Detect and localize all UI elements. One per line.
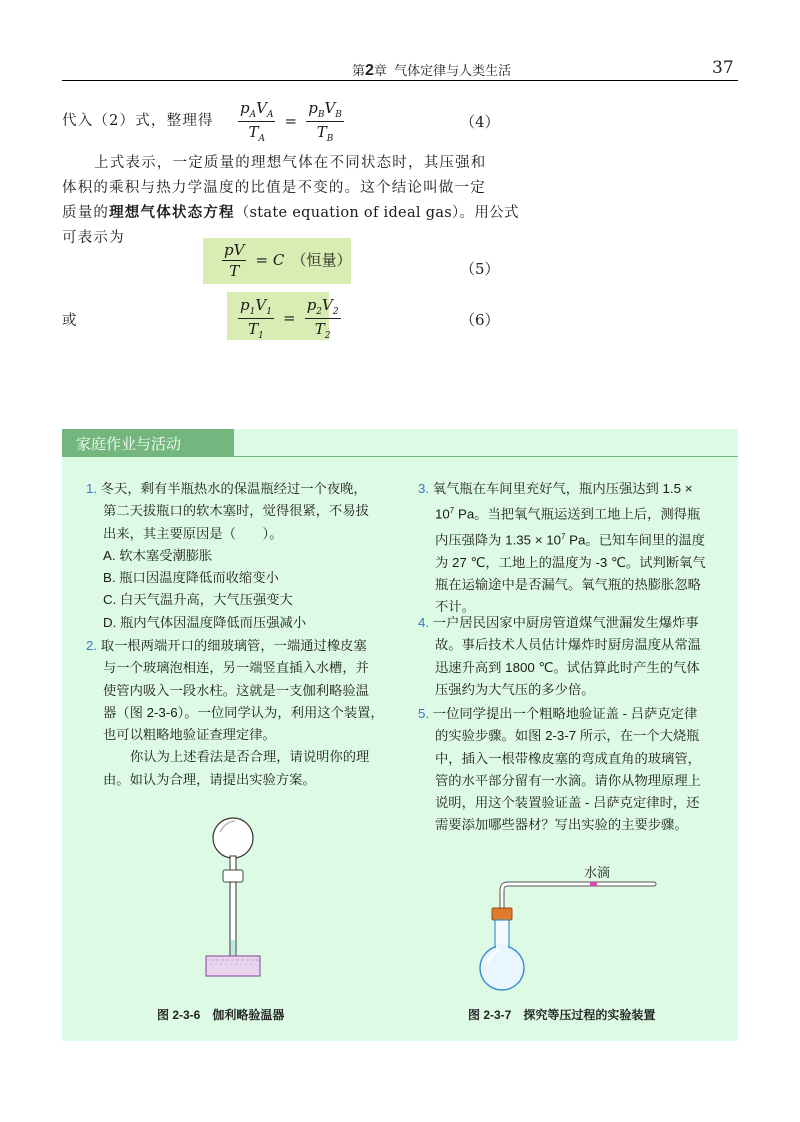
question-3-line: 不计。 — [435, 599, 475, 615]
eq4-denominator-left: $T_A$ — [248, 123, 265, 144]
chapter-prefix: 第 — [352, 63, 366, 78]
homework-title: 家庭作业与活动 — [76, 436, 182, 453]
question-2-line: 使管内吸入一段水柱。这就是一支伽利略验温 — [103, 682, 369, 698]
question-1-line: 第二天拔瓶口的软木塞时，觉得很紧，不易拔 — [103, 503, 369, 519]
question-4-line: 压强约为大气压的多少倍。 — [435, 681, 595, 697]
question-3-line: 内压强降为 1.35 × 10 — [435, 532, 562, 548]
eq5-note: （恒量） — [291, 251, 352, 269]
paragraph-line-2: 体积的乘积与热力学温度的比值是不变的。这个结论叫做一定 — [62, 180, 486, 196]
eq6-denominator-right: $T_2$ — [314, 320, 331, 341]
question-1-option-d: D. 瓶内气体因温度降低而压强减小 — [103, 614, 307, 630]
question-3-line: Pa。当把氧气瓶运送到工地上后，测得瓶 — [454, 506, 701, 522]
rubber-stopper — [492, 908, 512, 920]
question-2-line: 器（图 2-3-6）。一位同学认为，利用这个装置， — [103, 704, 384, 720]
question-4-number: 4. — [418, 615, 430, 630]
question-2-line: 与一个玻璃泡相连，另一端竖直插入水槽，并 — [103, 660, 369, 676]
question-3-line: 为 27 ℃，工地上的温度为 -3 ℃。试判断氧气 — [435, 554, 706, 570]
equation-6 — [238, 296, 341, 341]
chapter-suffix: 章 — [373, 63, 387, 78]
eq5-label: （5） — [460, 260, 500, 278]
isobaric-experiment-figure — [470, 870, 670, 995]
question-5-line: 的实验步骤。如图 2-3-7 所示，在一个大烧瓶 — [435, 728, 700, 744]
eq4-equals: = — [284, 112, 298, 130]
question-5-number: 5. — [418, 706, 430, 721]
chapter-number: 2 — [365, 62, 374, 79]
equation-4 — [238, 99, 344, 144]
question-5-line: 需要添加哪些器材？写出实验的主要步骤。 — [435, 817, 688, 833]
question-1 — [86, 478, 396, 634]
question-2-line: 由。如认为合理，请提出实验方案。 — [103, 771, 316, 787]
question-2-line: 也可以粗略地验证查理定律。 — [103, 727, 276, 743]
eq5-denominator: T — [229, 262, 240, 280]
paragraph-line-4: 可表示为 — [62, 230, 125, 246]
eq6-numerator-right: $p_2V_2$ — [306, 296, 339, 317]
water-trough — [206, 956, 260, 976]
header-rule — [62, 80, 738, 81]
eq4-label: （4） — [460, 113, 500, 131]
page-number: 37 — [712, 58, 734, 78]
eq4-numerator-left: $p_AV_A$ — [240, 99, 274, 120]
paragraph-line-1: 上式表示，一定质量的理想气体在不同状态时，其压强和 — [94, 155, 487, 171]
eq6-label: （6） — [460, 311, 500, 329]
question-3-exponent: 7 — [449, 506, 455, 516]
eq6-equals: = — [283, 309, 296, 327]
question-1-option-a: A. 软木塞受潮膨胀 — [103, 547, 213, 563]
defined-term: 理想气体状态方程 — [109, 205, 235, 221]
water-drop-label: 水滴 — [584, 865, 611, 880]
eq4-numerator-right: $p_BV_B$ — [308, 99, 342, 120]
question-4-line: 一户居民因家中厨房管道煤气泄漏发生爆炸事 — [432, 615, 699, 630]
question-3-number: 3. — [418, 481, 430, 496]
question-4-line: 故。事后技术人员估计爆炸时厨房温度从常温 — [435, 637, 701, 653]
question-4-line: 迅速升高到 1800 ℃。试估算此时产生的气体 — [435, 659, 700, 675]
question-2 — [86, 635, 396, 791]
glass-bulb — [213, 818, 253, 858]
homework-title-tab — [62, 429, 234, 457]
figure-2-3-7-caption: 图 2-3-7 探究等压过程的实验装置 — [468, 1008, 656, 1022]
question-1-line: 冬天，剩有半瓶热水的保温瓶经过一个夜晚， — [100, 481, 367, 496]
flask — [480, 946, 524, 990]
question-5-line: 管的水平部分留有一水滴。请你从物理原理上 — [435, 772, 701, 788]
question-1-line: 出来，其主要原因是（ ）。 — [103, 525, 283, 541]
question-1-option-b: B. 瓶口因温度降低而收缩变小 — [103, 570, 279, 586]
homework-title-rule — [234, 456, 738, 457]
question-5-line: 一位同学提出一个粗略地验证盖 - 吕萨克定律 — [432, 706, 698, 721]
question-2-line: 你认为上述看法是否合理，请说明你的理 — [130, 749, 370, 765]
equation-5 — [222, 241, 351, 280]
or-word: 或 — [62, 313, 78, 329]
intro-line: 代入（2）式，整理得 — [62, 113, 214, 129]
eq6-numerator-left: $p_1V_1$ — [240, 296, 272, 317]
question-1-option-c: C. 白天气温升高，大气压强变大 — [103, 592, 293, 608]
rubber-stopper — [223, 870, 243, 882]
eq4-denominator-right: $T_B$ — [316, 123, 334, 144]
question-3-line: Pa。已知车间里的温度 — [565, 532, 706, 548]
chapter-title: 气体定律与人类生活 — [394, 63, 512, 78]
figure-2-3-6-caption: 图 2-3-6 伽利略验温器 — [157, 1008, 285, 1022]
galileo-thermoscope-figure — [190, 810, 280, 985]
eq5-numerator: pV — [224, 241, 245, 259]
question-5-line: 说明，用这个装置验证盖 - 吕萨克定律时，还 — [435, 795, 700, 811]
question-3 — [418, 478, 728, 619]
paragraph-line-3-prefix: 质量的 — [62, 205, 110, 221]
question-2-line: 取一根两端开口的细玻璃管，一端通过橡皮塞 — [100, 638, 367, 653]
question-3-line: 氧气瓶在车间里充好气，瓶内压强达到 1.5 × — [432, 481, 693, 496]
question-5 — [418, 703, 728, 837]
question-5-line: 中，插入一根带橡皮塞的弯成直角的玻璃管， — [435, 750, 701, 766]
eq5-rhs: = C — [255, 251, 285, 269]
water-drop — [590, 882, 597, 886]
question-3-line: 瓶在运输途中是否漏气。氧气瓶的热膨胀忽略 — [435, 577, 701, 593]
question-4 — [418, 612, 728, 701]
paragraph-line-3 — [62, 202, 519, 224]
chapter-header — [352, 60, 511, 80]
question-1-number: 1. — [86, 481, 98, 496]
question-3-exponent: 7 — [561, 532, 566, 542]
paragraph-line-3-suffix: （state equation of ideal gas）。用公式 — [234, 205, 519, 221]
question-2-number: 2. — [86, 638, 98, 653]
eq6-denominator-left: $T_1$ — [248, 320, 264, 341]
question-3-base: 10 — [435, 506, 450, 522]
